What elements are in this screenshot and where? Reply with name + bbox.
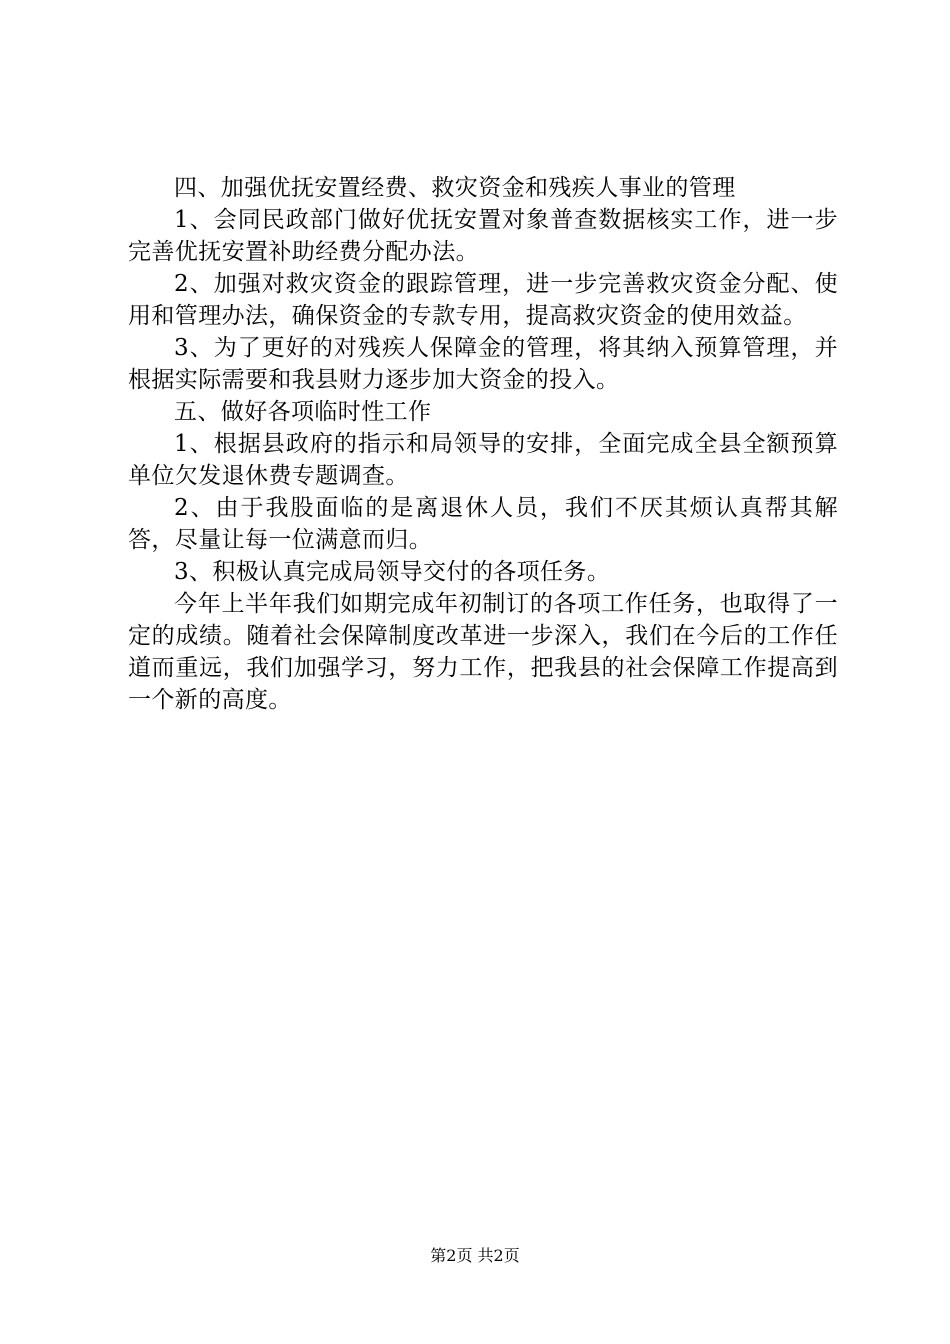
paragraph: 1、根据县政府的指示和局领导的安排，全面完成全县全额预算单位欠发退休费专题调查。 (128, 431, 838, 489)
closing-paragraph: 今年上半年我们如期完成年初制订的各项工作任务，也取得了一定的成绩。随着社会保障制度改革进一步深入，我们在今后的工作任道而重远，我们加强学习，努力工作，把我县的社会保障工作提高到一个新的高度。 (128, 591, 838, 713)
paragraph: 2、由于我股面临的是离退休人员，我们不厌其烦认真帮其解答，尽量让每一位满意而归。 (128, 495, 838, 553)
section-heading-5: 五、做好各项临时性工作 (174, 399, 432, 425)
paragraph: 3、为了更好的对残疾人保障金的管理，将其纳入预算管理，并根据实际需要和我县财力逐步加大资金的投入。 (128, 335, 838, 393)
paragraph: 1、会同民政部门做好优抚安置对象普查数据核实工作，进一步完善优抚安置补助经费分配办法。 (128, 207, 838, 265)
paragraph: 2、加强对救灾资金的跟踪管理，进一步完善救灾资金分配、使用和管理办法，确保资金的专款专用，提高救灾资金的使用效益。 (128, 271, 838, 329)
paragraph: 3、积极认真完成局领导交付的各项任务。 (174, 559, 611, 585)
page-number-footer: 第2页 共2页 (430, 1246, 520, 1265)
section-heading-4: 四、加强优抚安置经费、救灾资金和残疾人事业的管理 (174, 175, 736, 201)
document-body (128, 172, 838, 716)
